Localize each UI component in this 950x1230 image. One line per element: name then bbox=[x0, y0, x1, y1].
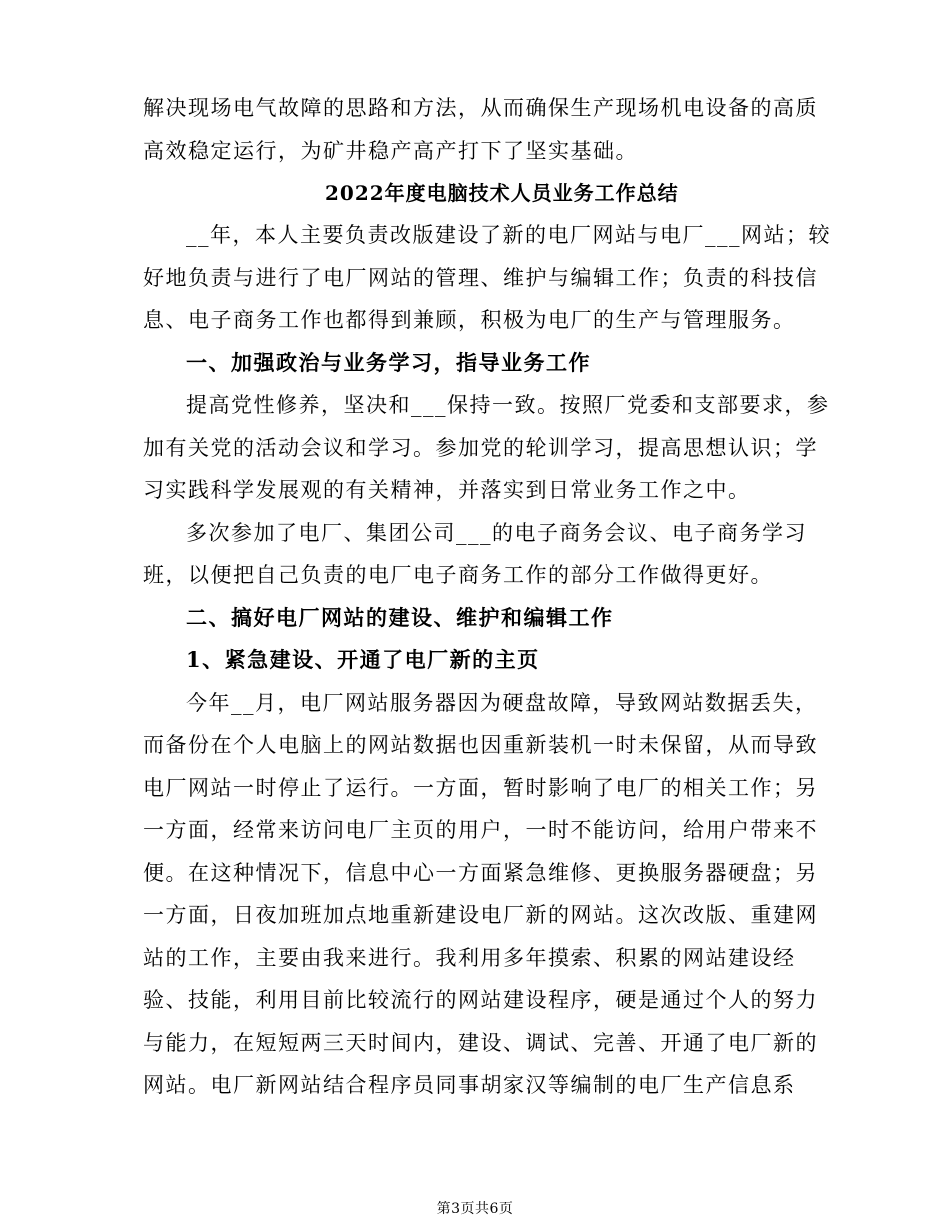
section-heading: 二、搞好电厂网站的建设、维护和编辑工作 bbox=[186, 605, 614, 630]
paragraph-line: __年，本人主要负责改版建设了新的电厂网站与电厂___网站；较 bbox=[186, 223, 831, 247]
paragraph-line: 电厂网站一时停止了运行。一方面，暂时影响了电厂的相关工作；另 bbox=[143, 776, 818, 800]
paragraph-line: 高效稳定运行，为矿井稳产高产打下了坚实基础。 bbox=[143, 139, 638, 163]
section-heading: 一、加强政治与业务学习，指导业务工作 bbox=[186, 350, 591, 375]
page-number-footer: 第3页共6页 bbox=[436, 1201, 514, 1217]
paragraph-line: 与能力，在短短两三天时间内，建设、调试、完善、开通了电厂新的 bbox=[143, 1031, 818, 1055]
document-title: 2022年度电脑技术人员业务工作总结 bbox=[325, 181, 679, 205]
paragraph-line: 站的工作，主要由我来进行。我利用多年摸索、积累的网站建设经 bbox=[143, 946, 796, 970]
paragraph-line: 多次参加了电厂、集团公司___的电子商务会议、电子商务学习 bbox=[186, 521, 807, 545]
paragraph-line: 好地负责与进行了电厂网站的管理、维护与编辑工作；负责的科技信 bbox=[143, 266, 818, 290]
paragraph-line: 而备份在个人电脑上的网站数据也因重新装机一时未保留，从而导致 bbox=[143, 733, 818, 757]
paragraph-line: 班，以便把自己负责的电厂电子商务工作的部分工作做得更好。 bbox=[143, 563, 773, 587]
paragraph-line: 息、电子商务工作也都得到兼顾，积极为电厂的生产与管理服务。 bbox=[143, 308, 796, 332]
paragraph-line: 加有关党的活动会议和学习。参加党的轮训学习，提高思想认识；学 bbox=[143, 436, 818, 460]
paragraph-line: 提高党性修养，坚决和___保持一致。按照厂党委和支部要求，参 bbox=[186, 393, 830, 417]
paragraph-line: 一方面，经常来访问电厂主页的用户，一时不能访问，给用户带来不 bbox=[143, 818, 818, 842]
paragraph-line: 网站。电厂新网站结合程序员同事胡家汉等编制的电厂生产信息系 bbox=[143, 1073, 796, 1097]
paragraph-line: 解决现场电气故障的思路和方法，从而确保生产现场机电设备的高质 bbox=[143, 96, 818, 120]
paragraph-line: 习实践科学发展观的有关精神，并落实到日常业务工作之中。 bbox=[143, 478, 751, 502]
paragraph-line: 一方面，日夜加班加点地重新建设电厂新的网站。这次改版、重建网 bbox=[143, 903, 818, 927]
subsection-heading: 1、紧急建设、开通了电厂新的主页 bbox=[186, 647, 540, 672]
paragraph-line: 今年__月，电厂网站服务器因为硬盘故障，导致网站数据丢失， bbox=[186, 691, 818, 715]
paragraph-line: 便。在这种情况下，信息中心一方面紧急维修、更换服务器硬盘；另 bbox=[143, 861, 818, 885]
paragraph-line: 验、技能，利用目前比较流行的网站建设程序，硬是通过个人的努力 bbox=[143, 988, 818, 1012]
